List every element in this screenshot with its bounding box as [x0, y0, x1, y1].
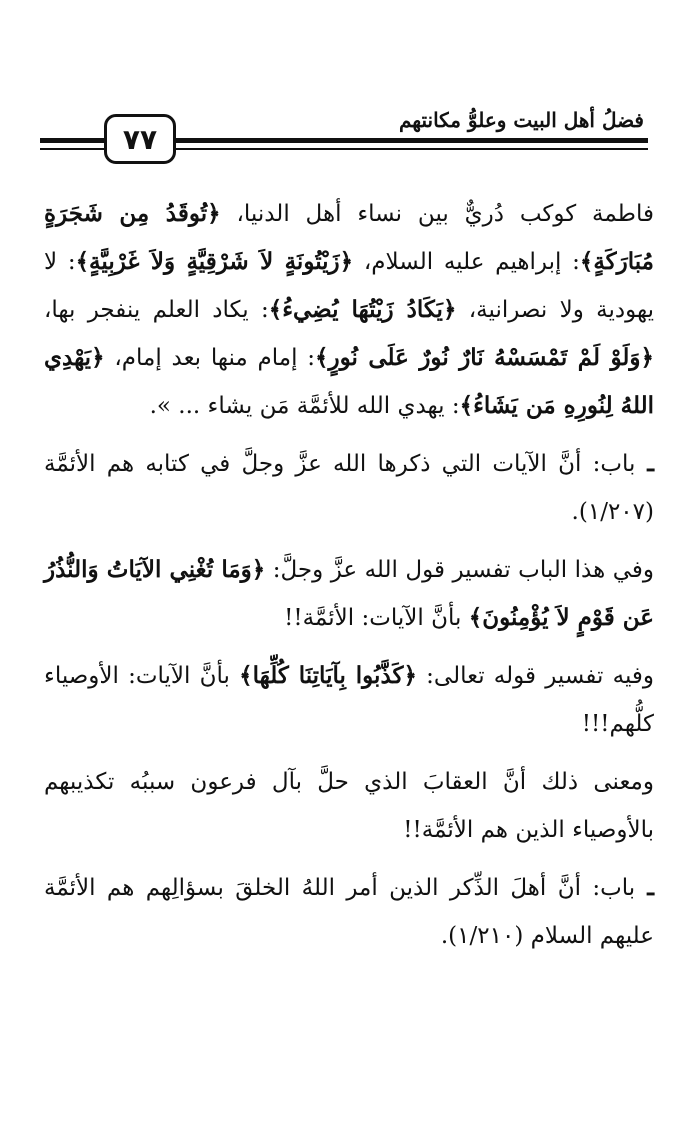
quran-verse: ﴿وَمَا تُغْنِي الآيَاتُ وَالنُّذُرُ عَن قَوْمٍ لاَ يُؤْمِنُونَ﴾ — [44, 556, 654, 631]
paragraph-2-chapter — [44, 440, 654, 536]
quran-verse: ﴿يَكَادُ زَيْتُهَا يُضِيءُ﴾ — [268, 296, 457, 323]
running-header-title: فضلُ أهل البيت وعلوُّ مكانتهم — [398, 108, 644, 132]
text-segment: بأنَّ الآيات: الأئمَّة!! — [284, 605, 469, 631]
quran-verse: ﴿زَيْتُونَةٍ لاَ شَرْقِيَّةٍ وَلاَ غَرْبِيَّةٍ﴾ — [75, 248, 354, 275]
text-segment: : يهدي الله للأئمَّة مَن يشاء ... ». — [149, 393, 460, 419]
paragraph-5 — [44, 758, 654, 854]
text-segment: بأنَّ الآيات: الأوصياء كلُّهم!!! — [44, 663, 654, 737]
text-segment: : لا يهودية ولا نصرانية، — [44, 249, 654, 323]
body-text — [44, 190, 654, 960]
quran-verse: ﴿كَذَّبُوا بِآيَاتِنَا كُلِّهَا﴾ — [239, 662, 417, 689]
chapter-text: باب: أنَّ الآيات التي ذكرها الله عزَّ وجلَّ في كتابه هم الأئمَّة (١/٢٠٧). — [44, 451, 654, 525]
quran-verse: ﴿تُوقَدُ مِن شَجَرَةٍ مُبَارَكَةٍ﴾ — [44, 200, 654, 275]
chapter-text: باب: أنَّ أهلَ الذِّكر الذين أمر اللهُ الخلقَ بسؤالِهم هم الأئمَّة عليهم السلام (١/٢١٠). — [44, 875, 654, 949]
text-segment: وفي هذا الباب تفسير قول الله عزَّ وجلَّ: — [265, 557, 654, 583]
quran-verse: ﴿وَلَوْ لَمْ تَمْسَسْهُ نَارٌ نُورٌ عَلَى نُورٍ﴾ — [315, 344, 654, 371]
page-number: ٧٧ — [122, 122, 158, 156]
chapter-dash: ـ — [635, 450, 654, 477]
paragraph-4 — [44, 652, 654, 748]
text-segment: فاطمة كوكب دُريٌّ بين نساء أهل الدنيا، — [220, 201, 654, 227]
text-segment: : إبراهيم عليه السلام، — [353, 249, 580, 275]
text-segment: : يكاد العلم ينفجر بها، — [44, 297, 269, 323]
paragraph-6-chapter — [44, 864, 654, 960]
quran-verse: ﴿يَهْدِي اللهُ لِنُورِهِ مَن يَشَاءُ﴾ — [44, 344, 654, 419]
page-number-box — [104, 114, 176, 164]
text-segment: : إمام منها بعد إمام، — [104, 345, 315, 371]
paragraph-1 — [44, 190, 654, 430]
chapter-dash: ـ — [635, 874, 655, 901]
paragraph-3 — [44, 546, 654, 642]
text-segment: ومعنى ذلك أنَّ العقابَ الذي حلَّ بآل فرعون سببُه تكذيبهم بالأوصياء الذين هم الأئمَّة!! — [44, 769, 654, 843]
text-segment: وفيه تفسير قوله تعالى: — [416, 663, 654, 689]
